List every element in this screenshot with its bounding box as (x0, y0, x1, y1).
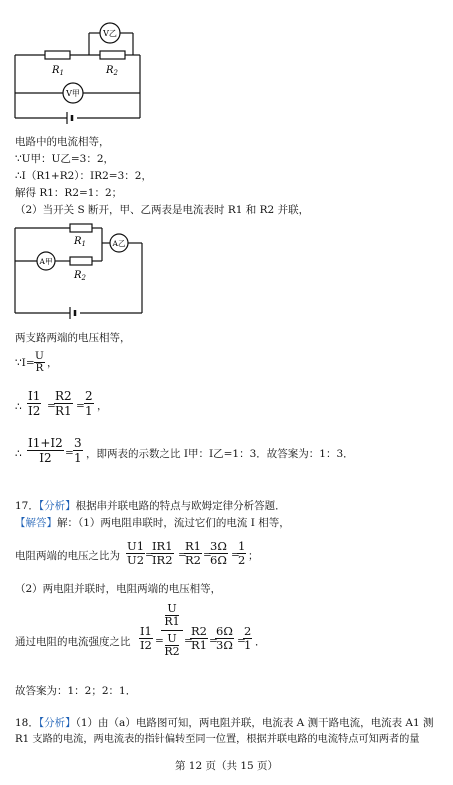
fraction-1-2: 1 2 (238, 539, 246, 567)
resistor-r2 (100, 51, 125, 59)
equals-sign: = (178, 549, 187, 561)
text-line-4: 解得 R1：R2=1：2； (15, 187, 123, 199)
meter-bottom-label: V甲 (66, 89, 80, 98)
text-line-1: 电路中的电流相等， (15, 136, 110, 148)
ratio-line-prefix: ∴ (15, 401, 22, 413)
text-line-5: （2）当开关 S 断开，甲、乙两表是电流表时 R1 和 R2 并联， (15, 204, 310, 216)
ohm-law-suffix: ， (47, 357, 58, 369)
voltage-ratio-prefix: 电阻两端的电压之比为 (15, 550, 120, 562)
fraction-i1-i2: I1 I2 (140, 624, 152, 652)
meter-left-label: A甲 (39, 257, 53, 266)
fraction-u1-u2: U1 U2 (127, 539, 145, 567)
q17-final: 故答案为：1：2；2：1． (15, 685, 137, 697)
voltage-ratio-suffix: ； (248, 550, 259, 562)
answer-tag: 【解答】 (15, 517, 57, 529)
meter-top-label: V乙 (103, 29, 117, 38)
resistor-r1 (70, 224, 92, 232)
equals-sign: = (76, 400, 85, 412)
ohm-law-fraction: U R (35, 350, 44, 374)
r1-label: $R_1$ (74, 236, 86, 248)
sum-line-prefix: ∴ (15, 448, 22, 460)
equals-sign: = (184, 635, 193, 647)
text-line-2: ∵U甲：U乙=3：2， (15, 153, 115, 165)
q18-line-1: 18．【分析】（1）由（a）电路图可知，两电阻并联，电流表 A 测干路电流，电流表 A1 测 (15, 717, 434, 729)
sum-line-suffix: ，即两表的示数之比 I甲：I乙=1：3．故答案为：1：3． (86, 448, 354, 460)
q17-analysis: 17．【分析】根据串并联电路的特点与欧姆定律分析答题． (15, 500, 286, 512)
equals-sign: = (155, 635, 164, 647)
analysis-tag: 【分析】 (38, 717, 76, 729)
parallel-circuit-diagram (0, 218, 170, 323)
series-circuit-diagram (0, 0, 170, 128)
q17-answer: 【解答】解：（1）两电阻串联时，流过它们的电流 I 相等， (15, 517, 290, 529)
r2-label: $R_2$ (74, 270, 86, 282)
equals-sign: = (209, 635, 218, 647)
equals-sign: = (203, 549, 212, 561)
analysis-tag: 【分析】 (38, 500, 76, 512)
equals-sign: = (65, 447, 74, 459)
current-ratio-prefix: 通过电阻的电流强度之比 (15, 636, 131, 648)
fraction-r2-r1: R2 R1 (191, 624, 207, 652)
fraction-3ohm-6ohm: 3Ω 6Ω (210, 539, 227, 567)
text-line-6: 两支路两端的电压相等， (15, 332, 131, 344)
equals-sign: = (145, 549, 154, 561)
fraction-2-1: 2 1 (244, 624, 252, 652)
fraction-i1-i2: I1 I2 (28, 389, 41, 418)
equals-sign: = (47, 400, 56, 412)
equals-sign: = (231, 549, 240, 561)
fraction-6ohm-3ohm: 6Ω 3Ω (216, 624, 233, 652)
fraction-r2-r1: R2 R1 (55, 389, 72, 418)
fraction-2-1: 2 1 (85, 389, 93, 418)
resistor-r1 (45, 51, 70, 59)
q17-number: 17． (15, 500, 39, 512)
q17-part2: （2）两电阻并联时，电阻两端的电压相等， (15, 583, 222, 595)
fraction-r1-r2: R1 R2 (185, 539, 201, 567)
ratio-line-suffix: ， (97, 400, 108, 412)
ohm-law-prefix: ∵I= (15, 357, 35, 369)
resistor-r2 (70, 257, 92, 265)
compound-fraction: U R1 U R2 (161, 603, 183, 658)
equals-sign: = (237, 635, 246, 647)
fraction-3-1: 3 1 (74, 436, 82, 465)
q18-number: 18． (15, 717, 39, 729)
current-ratio-suffix: ． (255, 636, 266, 648)
fraction-ir1-ir2: IR1 IR2 (152, 539, 173, 567)
text-line-3: ∴I（R1+R2）：IR2=3：2， (15, 170, 152, 182)
r2-label: $R_2$ (106, 65, 118, 77)
q18-line-2: R1 支路的电流，两电流表的指针偏转至同一位置，根据并联电路的电流特点可知两者的量 (15, 734, 420, 745)
page-footer: 第 12 页（共 15 页） (174, 760, 279, 772)
r1-label: $R_1$ (52, 65, 64, 77)
fraction-sum: I1+I2 I2 (28, 436, 63, 465)
meter-right-label: A乙 (112, 239, 126, 248)
